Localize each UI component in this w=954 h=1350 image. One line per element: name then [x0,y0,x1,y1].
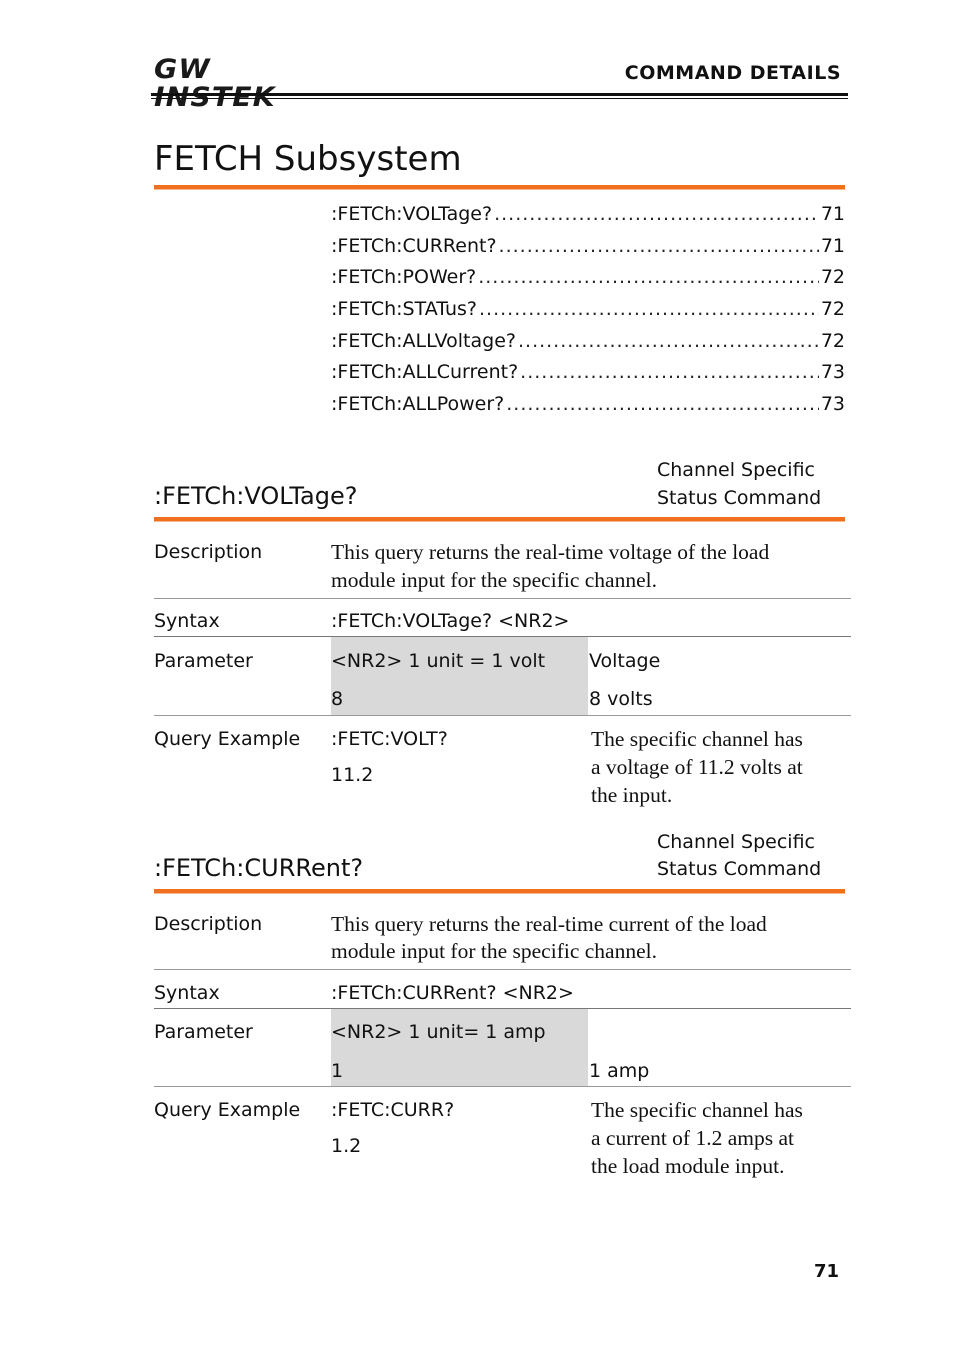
toc-item[interactable] [331,358,845,390]
description-line2: module input for the specific channel. [331,568,657,592]
command-title: :FETCh:VOLTage? [154,482,358,510]
toc-label: :FETCh:STATus? [331,298,477,321]
description-label: Description [154,541,263,563]
toc-page: 71 [820,203,845,225]
command-title: :FETCh:CURRent? [154,854,364,882]
query-example-label: Query Example [154,728,301,750]
query-note-line2: a current of 1.2 amps at [591,1126,794,1150]
toc-leader [499,232,819,260]
command-tag-line2: Status Command [657,858,822,880]
parameter-unit: Voltage [589,650,661,672]
toc-item[interactable] [331,263,845,295]
query-note-line1: The specific channel has [591,1098,803,1122]
parameter-label: Parameter [154,650,253,672]
toc-leader [520,358,819,386]
query-note-line3: the input. [591,783,673,807]
query-response: 11.2 [331,764,374,786]
toc-page: 73 [820,361,845,384]
toc-leader [494,200,819,228]
toc-item[interactable] [331,327,845,359]
syntax-label: Syntax [154,610,220,632]
command-rule-shadow [154,521,845,522]
parameter-range: <NR2> 1 unit= 1 amp [331,1021,546,1043]
parameter-label: Parameter [154,1021,253,1043]
toc-item[interactable] [331,390,845,422]
header-rule-thin [151,98,848,99]
running-header: COMMAND DETAILS [624,62,841,84]
parameter-example-meaning: 1 amp [589,1060,650,1082]
query-note-line3: the load module input. [591,1154,785,1178]
query-note-line2: a voltage of 11.2 volts at [591,755,803,779]
query-note-line1: The specific channel has [591,727,803,751]
toc-page: 71 [820,234,845,257]
row-divider [154,715,851,716]
toc-leader [479,295,819,323]
command-tag-line2: Status Command [657,487,822,509]
toc-leader [506,390,819,418]
row-divider [154,969,851,970]
section-title: FETCH Subsystem [154,139,462,179]
parameter-example-meaning: 8 volts [589,688,653,710]
toc-leader [518,327,819,355]
toc-label: :FETCh:ALLPower? [331,393,505,416]
parameter-example: 1 [331,1060,344,1082]
toc-item[interactable] [331,295,845,327]
toc-item[interactable] [331,200,845,232]
description-line2: module input for the specific channel. [331,939,657,963]
parameter-example: 8 [331,688,344,710]
query-response: 1.2 [331,1135,362,1157]
header-rule [151,93,848,96]
command-toc [331,200,845,422]
toc-label: :FETCh:VOLTage? [331,203,493,225]
toc-leader [478,263,819,291]
toc-label: :FETCh:CURRent? [331,234,497,257]
parameter-range: <NR2> 1 unit = 1 volt [331,650,546,672]
syntax-value: :FETCh:CURRent? <NR2> [331,982,574,1004]
description-line1: This query returns the real-time current of the load [331,912,767,936]
toc-item[interactable] [331,232,845,264]
command-rule-shadow [154,893,845,894]
query-command: :FETC:VOLT? [331,728,448,750]
logo-text: GW [154,54,211,85]
syntax-label: Syntax [154,982,220,1004]
toc-label: :FETCh:POWer? [331,266,477,289]
syntax-value: :FETCh:VOLTage? <NR2> [331,610,570,632]
toc-label: :FETCh:ALLCurrent? [331,361,519,384]
title-rule-shadow [154,189,845,190]
query-example-label: Query Example [154,1099,301,1121]
gw-instek-logo [154,56,324,84]
toc-page: 72 [820,298,845,321]
toc-page: 72 [820,329,845,352]
toc-page: 72 [820,266,845,289]
description-line1: This query returns the real-time voltage of the load [331,540,770,564]
toc-label: :FETCh:ALLVoltage? [331,329,516,352]
page-number: 71 [814,1261,840,1282]
query-command: :FETC:CURR? [331,1099,455,1121]
row-divider [154,1086,851,1087]
row-divider [154,598,851,599]
toc-page: 73 [820,393,845,416]
command-tag-line1: Channel Specific [657,831,815,853]
description-label: Description [154,913,263,935]
command-tag-line1: Channel Specific [657,459,815,481]
